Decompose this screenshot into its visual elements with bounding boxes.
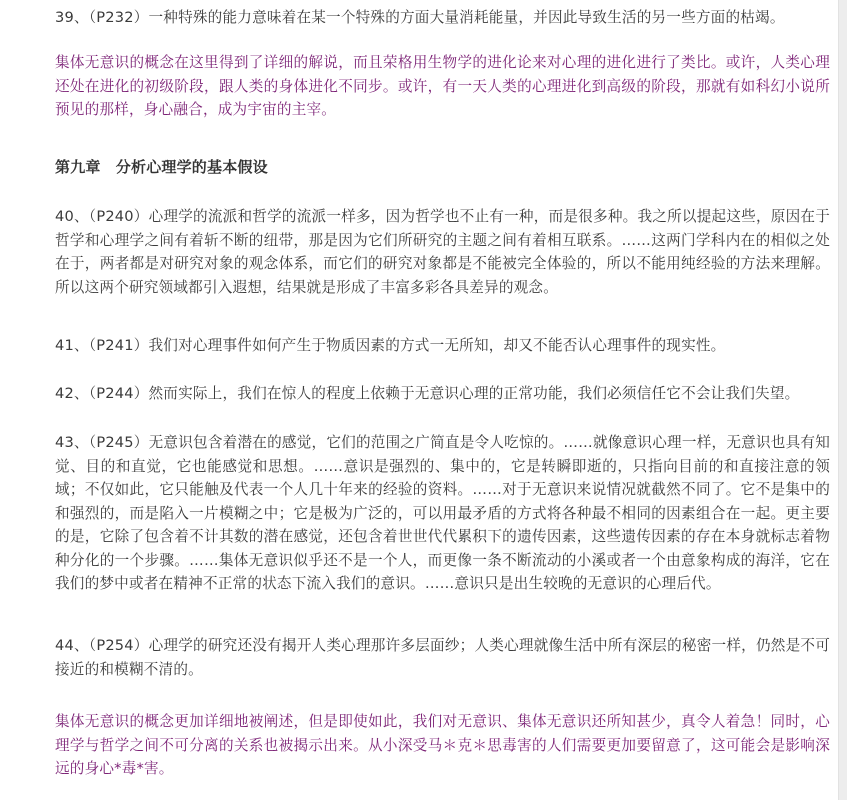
paragraph-41: 41、（P241）我们对心理事件如何产生于物质因素的方式一无所知，却又不能否认心理事件的现实性。 xyxy=(55,337,726,354)
paragraph-44: 44、（P254）心理学的研究还没有揭开人类心理那许多层面纱；人类心理就像生活中所有深层的秘密一样，仍然是不可接近的和模糊不清的。 xyxy=(55,637,830,678)
paragraph-39: 39、（P232）一种特殊的能力意味着在某一个特殊的方面大量消耗能量，并因此导致生活的另一些方面的枯竭。 xyxy=(55,9,785,26)
scrollbar-track[interactable] xyxy=(838,0,847,800)
commentary-note-1: 集体无意识的概念在这里得到了详细的解说，而且荣格用生物学的进化论来对心理的进化进行了类比。或许，人类心理还处在进化的初级阶段，跟人类的身体进化不同步。或许，有一天人类的心理进化到高级的阶段，那就有如科幻小说所预见的那样，身心融合，成为宇宙的主宰。 xyxy=(55,54,830,118)
paragraph-40: 40、（P240）心理学的流派和哲学的流派一样多，因为哲学也不止有一种，而是很多种。我之所以提起这些，原因在于哲学和心理学之间有着斩不断的纽带，那是因为它们所研究的主题之间有着相互联系。……这两门学科内在的相似之处在于，两者都是对研究对象的观念体系，而它们的研究对象都是不能被完全体验的，所以不能用纯经验的方法来理解。所以这两个研究领域都引入遐想，结果就是形成了丰富多彩各具差异的观念。 xyxy=(55,208,830,296)
commentary-note-2: 集体无意识的概念更加详细地被阐述，但是即使如此，我们对无意识、集体无意识还所知甚少，真令人着急！同时，心理学与哲学之间不可分离的关系也被揭示出来。从小深受马＊克＊思毒害的人们需要更加要留意了，这可能会是影响深远的身心*毒*害。 xyxy=(55,713,830,777)
paragraph-42: 42、（P244）然而实际上，我们在惊人的程度上依赖于无意识心理的正常功能，我们必须信任它不会让我们失望。 xyxy=(55,385,800,402)
chapter-heading: 第九章 分析心理学的基本假设 xyxy=(55,158,268,176)
paragraph-43: 43、（P245）无意识包含着潜在的感觉，它们的范围之广简直是令人吃惊的。……就像意识心理一样，无意识也具有知觉、目的和直觉，它也能感觉和思想。……意识是强烈的、集中的，它是转瞬即逝的，只指向目前的和直接注意的领域；不仅如此，它只能触及代表一个人几十年来的经验的资料。……对于无意识来说情况就截然不同了。它不是集中的和强烈的，而是陷入一片模糊之中；它是极为广泛的，可以用最矛盾的方式将各种最不相同的因素组合在一起。更主要的是，它除了包含着不计其数的潜在感觉，还包含着世世代代累积下的遗传因素，这些遗传因素的存在本身就标志着物种分化的一个步骤。……集体无意识似乎还不是一个人，而更像一条不断流动的小溪或者一个由意象构成的海洋，它在我们的梦中或者在精神不正常的状态下流入我们的意识。……意识只是出生较晚的无意识的心理后代。 xyxy=(55,434,830,592)
